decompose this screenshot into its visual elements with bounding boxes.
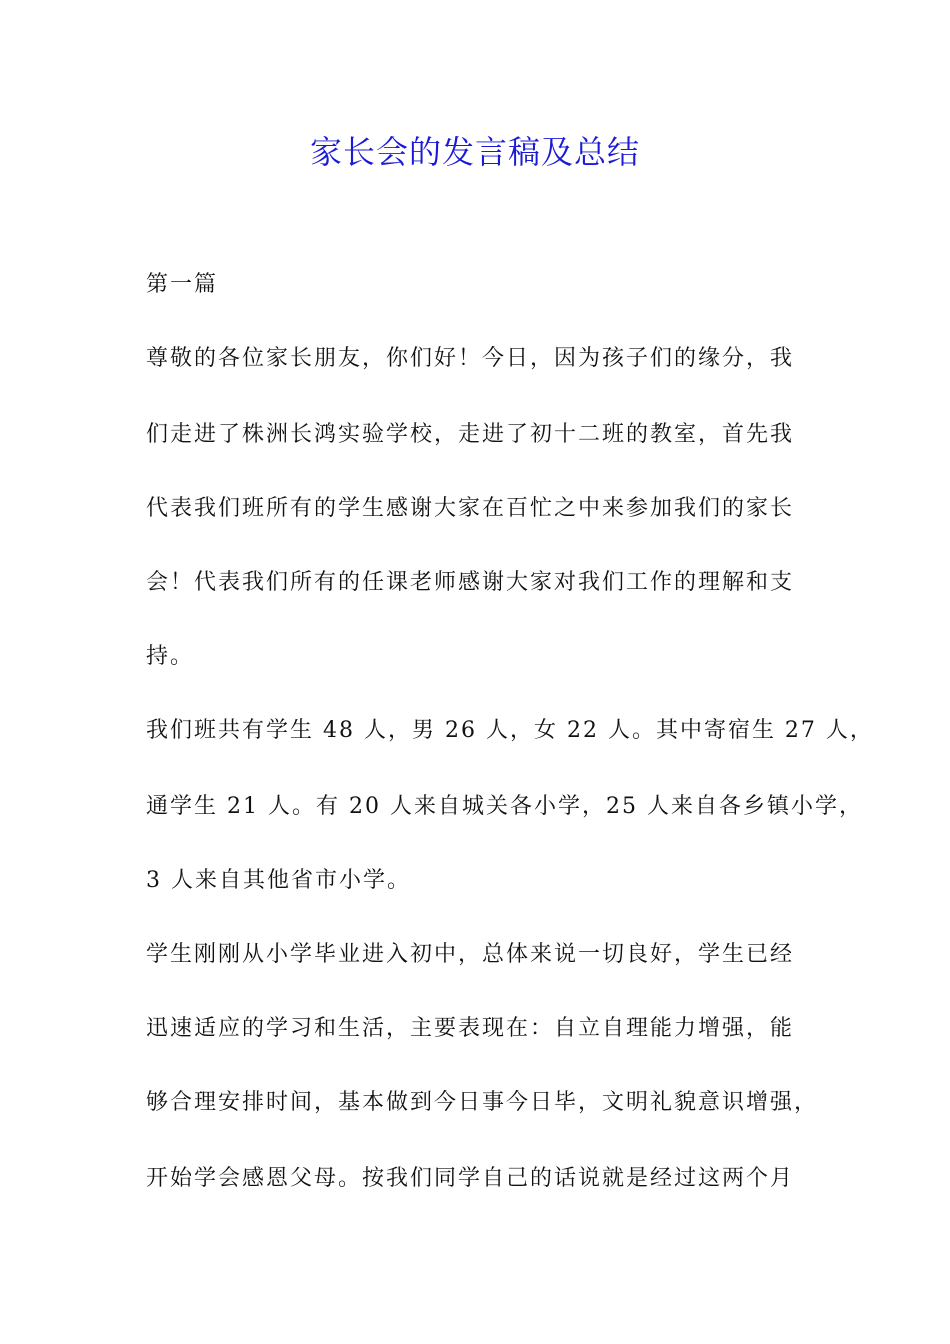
text-line-8: 3 人来自其他省市小学。 bbox=[146, 868, 411, 893]
section-heading: 第一篇 bbox=[146, 272, 219, 297]
text-line-3: 代表我们班所有的学生感谢大家在百忙之中来参加我们的家长 bbox=[146, 496, 795, 521]
text-line-2: 们走进了株洲长鸿实验学校，走进了初十二班的教室，首先我 bbox=[146, 422, 795, 447]
document-title: 家长会的发言稿及总结 bbox=[309, 133, 640, 171]
text-line-7: 通学生 21 人。有 20 人来自城关各小学，25 人来自各乡镇小学， bbox=[146, 794, 863, 819]
text-line-1: 尊敬的各位家长朋友，你们好！今日，因为孩子们的缘分，我 bbox=[146, 346, 795, 371]
text-line-4: 会！代表我们所有的任课老师感谢大家对我们工作的理解和支 bbox=[146, 570, 795, 595]
text-line-10: 迅速适应的学习和生活，主要表现在：自立自理能力增强，能 bbox=[146, 1016, 795, 1041]
text-line-12: 开始学会感恩父母。按我们同学自己的话说就是经过这两个月 bbox=[146, 1166, 795, 1191]
text-line-5: 持。 bbox=[146, 644, 195, 669]
text-line-6: 我们班共有学生 48 人，男 26 人，女 22 人。其中寄宿生 27 人， bbox=[146, 718, 874, 743]
text-line-9: 学生刚刚从小学毕业进入初中，总体来说一切良好，学生已经 bbox=[146, 942, 795, 967]
text-line-11: 够合理安排时间，基本做到今日事今日毕，文明礼貌意识增强， bbox=[146, 1090, 819, 1115]
